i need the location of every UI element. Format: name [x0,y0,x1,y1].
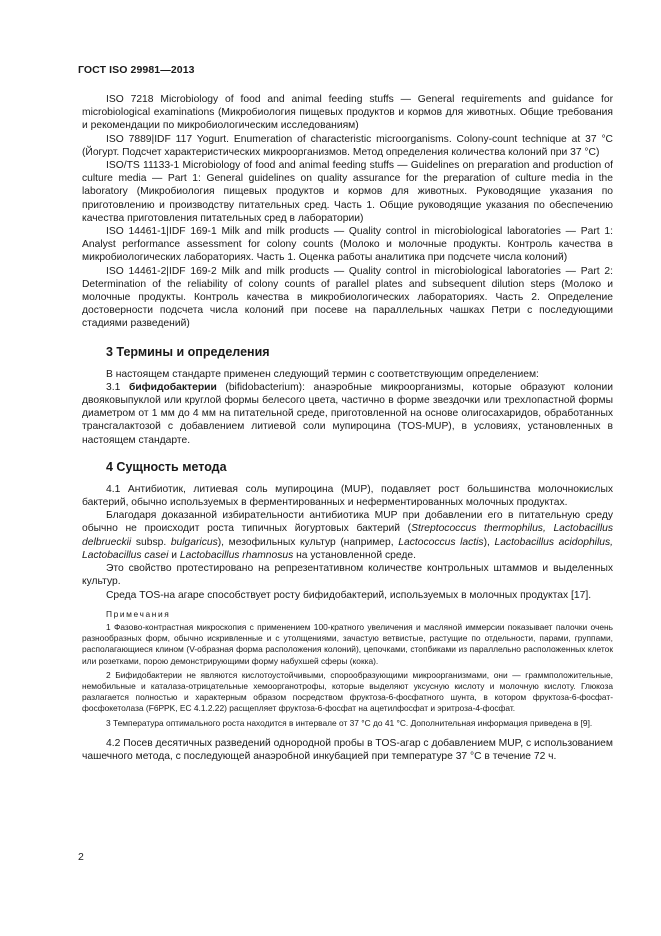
text-run: Благодаря доказанной избирательности антибиотика MUP при добавлении его в питательную среду обычно не происходит роста типичных йогуртовых бактерий ( [82,510,613,535]
section-3-intro: В настоящем стандарте применен следующий термин с соответствующим определением: [106,368,539,380]
page-number: 2 [78,851,84,863]
reference-iso-14461-2: ISO 14461-2|IDF 169-2 Milk and milk products — Quality control in microbiological laboratories — Part 2: Determination of the reliability of colony counts of parallel plates and subsequent dilution steps (Молоко и молочные продукты. Контроль качества в микробиологических лабораториях. Часть 2. Определение достоверности подсчета числа колоний при посеве на параллельных чашках Петри с последующими стадиями разведений) [82,265,613,330]
reference-iso-14461-1: ISO 14461-1|IDF 169-1 Milk and milk products — Quality control in microbiological laboratories — Part 1: Analyst performance assessment for colony counts (Молоко и молочные продукты. Контроль качества в микробиологических лабораториях. Часть 1. Оценка работы аналитика при подсчете числа колоний) [82,226,613,264]
species-name: Streptococcus thermophilus, Lactobacillus delbrueckii [82,523,613,548]
text-run: subsp. [131,536,171,548]
note-1: 1 Фазово-контрастная микроскопия с применением 100-кратного увеличения и масляной иммерсии показывает палочки очень разнообразных форм, обычно искривленные и с утолщениями, зачастую ветвистые, растущие по отдельности, парами, группами, располагающиеся клином (V-образная форма расположения колоний), цепочками, стопбиками из параллельно расположенных клеток или розетками, порою демонстрирующими форму набухшей сферы (кокка). [82,621,613,666]
species-name: Lactobacillus rhamnosus [179,549,294,561]
reference-iso-7218: ISO 7218 Microbiology of food and animal feeding stuffs — General requirements and guidance for microbiological examinations (Микробиология пищевых продуктов и кормов для животных. Общие требования и рекомендации по микробиологическим исследованиям) [82,94,613,132]
text-run: ), мезофильных культур (например, [217,536,399,548]
reference-iso-ts-11133-1: ISO/TS 11133-1 Microbiology of food and animal feeding stuffs — Guidelines on preparation and production of culture media — Part 1: General guidelines on quality assurance for the preparation of culture media in the laboratory (Микробиология пищевых продуктов и кормов для животных. Руководящие указания по приготовлению и производству питательных сред. Часть 1. Общие руководящие указания по обеспечению качества приготовления питательных сред в лаборатории) [82,160,613,224]
paragraph-selectivity [82,509,613,562]
paragraph-tos-agar: Среда TOS-на агаре способствует росту бифидобактерий, используемых в молочных продуктах [17]. [106,589,592,601]
text-run: ), [483,536,495,548]
species-name: Lactobacillus acidophilus, Lactobacillus casei [82,536,613,561]
section-3-heading: 3 Термины и определения [106,344,270,359]
species-name: Lactococcus lactis [398,536,484,548]
paragraph-tested-property: Это свойство протестировано на репрезентативном количестве контрольных штаммов и выделенных культур. [82,563,613,588]
section-4-heading: 4 Сущность метода [106,459,227,474]
page-content [82,93,613,763]
reference-iso-7889: ISO 7889|IDF 117 Yogurt. Enumeration of characteristic microorganisms. Colony-count technique at 37 °C (Йогурт. Подсчет характеристических микроорганизмов. Метод определения количества колоний при 37 °C) [82,133,613,158]
notes-title: Примечания [106,608,171,619]
note-3: 3 Температура оптимального роста находится в интервале от 37 °C до 41 °C. Дополнительная информация приведена в [9]. [106,717,593,728]
notes-block [82,609,613,729]
note-2: 2 Бифидобактерии не являются кислотоустойчивыми, спорообразующими микроорганизмами, они — граммположительные, немобильные и каталаза-отрицательные хемоорганотрофы, которые выделяют уксусную кислоту и молочную кислоту. Глюкоза разлагается полностью и характерным образом посредством фруктоза-6-фосфатного шунта, в котором фруктоза-6-фосфат-фосфокетолаза (F6PPK, EC 4.1.2.22) расщепляет фруктоза-6-фосфат на ацетилфосфат и эритроза-4-фосфат. [82,669,613,714]
text-run: на установленной среде. [293,549,416,561]
document-header-title: ГОСТ ISO 29981—2013 [78,64,195,76]
species-name: bulgaricus [170,536,218,548]
paragraph-4-1: 4.1 Антибиотик, литиевая соль мупироцина (MUP), подавляет рост большинства молочнокислых бактерий, обычно используемых в ферментированных и неферментированных молочных продуктах. [82,483,613,509]
paragraph-4-2: 4.2 Посев десятичных разведений однородной пробы в TOS-агар с добавлением MUP, с использованием чашечного метода, с последующей анаэробной инкубацией при температуре 37 °C в течение 72 ч. [82,737,613,762]
term-name: бифидобактерии [128,381,217,393]
term-definition-text: (bifidobacterium): анаэробные микроорганизмы, которые образуют колонии двояковыпуклой или круглой формы белесого цвета, частично в форме звездочки или трехлопастной формы диаметром от 1 мм до 4 мм на питательной среде, приготовленной на основе олигосахаридов, обработанных трансгалактозой с добавлением литиевой соли мупироцина (TOS-MUP), в условиях, установленных в настоящем стандарте. [82,381,613,446]
term-number: 3.1 [106,381,121,393]
text-run: и [168,549,180,561]
term-definition [82,381,613,447]
